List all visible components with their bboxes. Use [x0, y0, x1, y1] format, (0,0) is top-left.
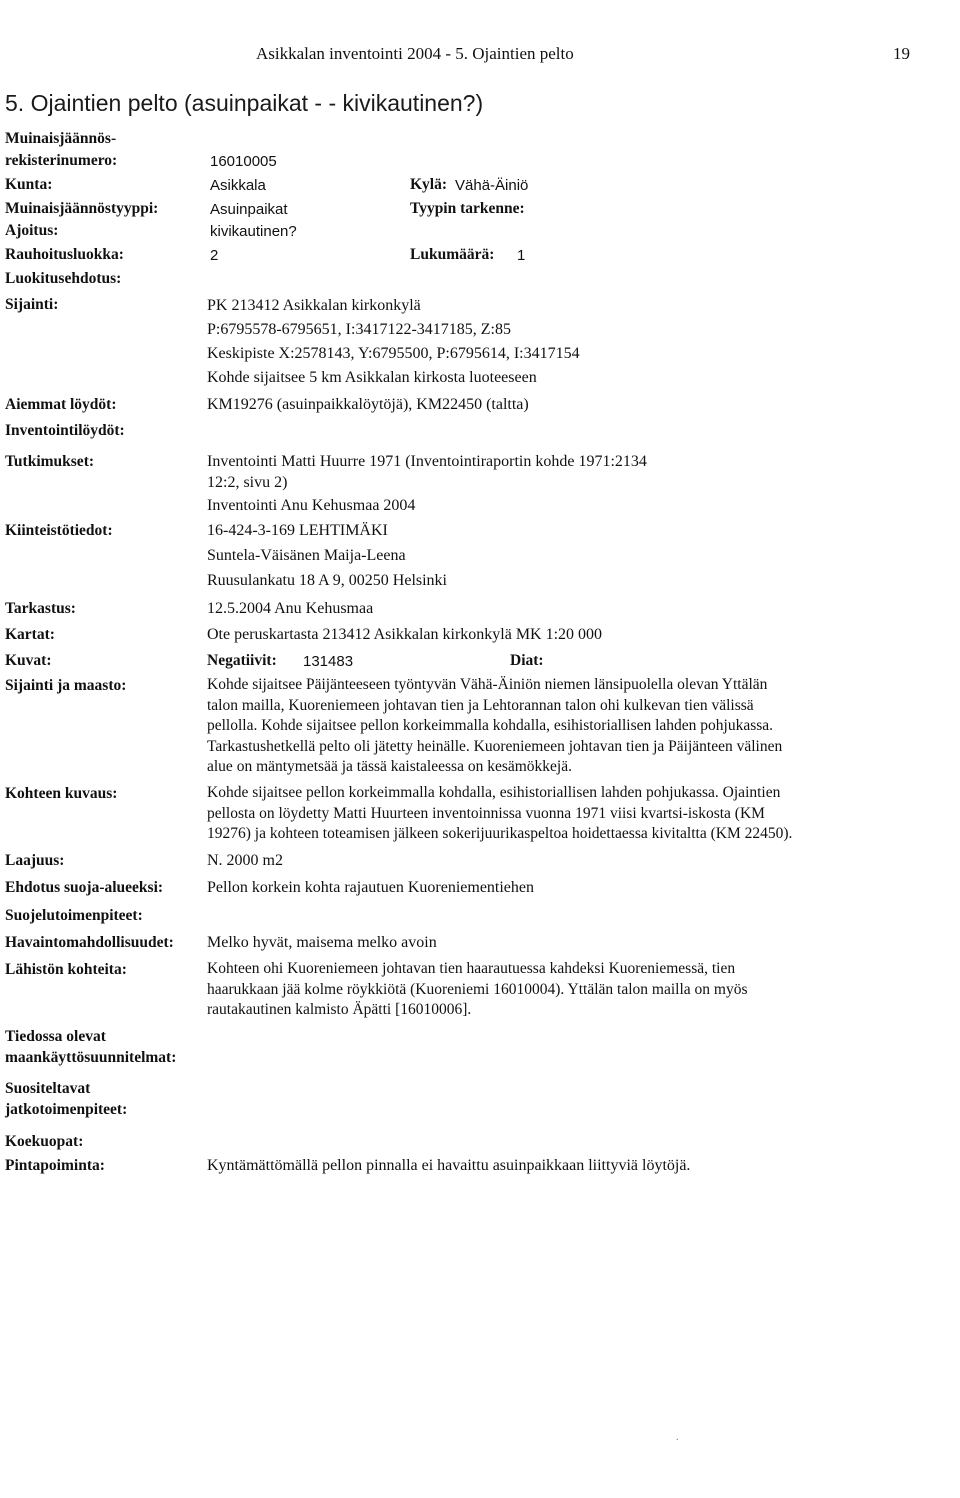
- property-info-line: Ruusulankatu 18 A 9, 00250 Helsinki: [207, 572, 447, 589]
- nearby-sites-label: Lähistön kohteita:: [5, 961, 127, 978]
- site-description-line: pellosta on löydetty Matti Huurteen inventoinnissa vuonna 1971 viisi kvartsi-iskosta (KM: [207, 804, 765, 822]
- location-line: Kohde sijaitsee 5 km Asikkalan kirkosta luoteeseen: [207, 369, 537, 386]
- protection-class-label: Rauhoitusluokka:: [5, 246, 124, 263]
- village-label: Kylä:: [410, 176, 448, 193]
- research-line: Inventointi Matti Huurre 1971 (Inventointiraportin kohde 1971:2134: [207, 453, 647, 470]
- surface-collection-value: Kyntämättömällä pellon pinnalla ei havaittu asuinpaikkaan liittyviä löytöjä.: [207, 1157, 691, 1174]
- negatives-label: Negatiivit:: [207, 652, 277, 669]
- inventory-finds-label: Inventointilöydöt:: [5, 422, 125, 439]
- count-label: Lukumäärä:: [410, 246, 495, 263]
- location-terrain-line: Kohde sijaitsee Päijänteeseen työntyvän Vähä-Äiniön niemen länsipuolella olevan Yttälän: [207, 676, 768, 693]
- nearby-sites-line: haarukkaan jää kolme röykkiötä (Kuoreniemi 16010004). Yttälän talon mailla on myös: [207, 980, 748, 998]
- protection-area-proposal-value: Pellon korkein kohta rajautuen Kuoreniementiehen: [207, 879, 535, 896]
- classification-proposal-label: Luokitusehdotus:: [5, 270, 122, 287]
- municipality-value: Asikkala: [210, 177, 266, 194]
- site-type-value: Asuinpaikat: [210, 201, 288, 218]
- protection-measures-label: Suojelutoimenpiteet:: [5, 907, 143, 924]
- negatives-value: 131483: [303, 653, 354, 670]
- location-line: Keskipiste X:2578143, Y:6795500, P:6795614, I:3417154: [207, 345, 580, 362]
- site-description-label: Kohteen kuvaus:: [5, 785, 118, 802]
- extent-label: Laajuus:: [5, 852, 65, 869]
- scan-mark: .: [676, 1432, 679, 1443]
- protection-area-proposal-label: Ehdotus suoja-alueeksi:: [5, 879, 164, 896]
- dating-value: kivikautinen?: [210, 223, 297, 240]
- site-type-label: Muinaisjäännöstyyppi:: [5, 200, 159, 217]
- property-info-line: 16-424-3-169 LEHTIMÄKI: [207, 522, 388, 539]
- count-value: 1: [517, 247, 526, 264]
- dating-label: Ajoitus:: [5, 222, 59, 239]
- location-terrain-line: alue on mäntymetsää ja tässä kaistaleessa on kesämökkejä.: [207, 758, 572, 775]
- nearby-sites-line: rautakautinen kalmisto Äpätti [16010006].: [207, 1001, 472, 1018]
- surface-collection-label: Pintapoiminta:: [5, 1157, 105, 1174]
- nearby-sites-text: [207, 959, 952, 1021]
- further-actions-label-line1: Suositeltavat: [5, 1080, 91, 1097]
- location-line: PK 213412 Asikkalan kirkonkylä: [207, 297, 421, 314]
- section-heading: 5. Ojaintien pelto (asuinpaikat - - kivikautinen?): [5, 90, 484, 116]
- maps-label: Kartat:: [5, 626, 55, 643]
- type-specifier-label: Tyypin tarkenne:: [410, 200, 525, 217]
- previous-finds-value: KM19276 (asuinpaikkalöytöjä), KM22450 (taltta): [207, 396, 529, 413]
- nearby-sites-line: Kohteen ohi Kuoreniemeen johtavan tien haarautuessa kahdeksi Kuoreniemessä, tien: [207, 960, 736, 977]
- location-terrain-line: Tarkastushetkellä pelto oli jätetty heinälle. Kuoreniemeen johtavan tien ja Päijänteen välinen: [207, 737, 783, 755]
- register-number-value: 16010005: [210, 153, 277, 170]
- location-terrain-label: Sijainti ja maasto:: [5, 677, 127, 694]
- land-use-plans-label-line1: Tiedossa olevat: [5, 1028, 106, 1045]
- location-terrain-line: pellolla. Kohde sijaitsee pellon korkeimmalla kohdalla, esihistoriallisen lahden pohjukassa.: [207, 717, 774, 734]
- slides-label: Diat:: [510, 652, 544, 669]
- village-value: Vähä-Äiniö: [455, 177, 529, 194]
- property-info-label: Kiinteistötiedot:: [5, 522, 113, 539]
- location-terrain-text: [207, 675, 952, 778]
- inspection-label: Tarkastus:: [5, 600, 76, 617]
- register-number-label-line1: Muinaisjäännös-: [5, 130, 117, 147]
- further-actions-label-line2: jatkotoimenpiteet:: [5, 1101, 128, 1118]
- maps-value: Ote peruskartasta 213412 Asikkalan kirkonkylä MK 1:20 000: [207, 626, 603, 643]
- photos-label: Kuvat:: [5, 652, 52, 669]
- site-description-line: 19276) ja kohteen toteamisen jälkeen sokerijuurikaspeltoa hoidettaessa kivitaltta (KM 22450).: [207, 825, 793, 842]
- observation-possibilities-value: Melko hyvät, maisema melko avoin: [207, 934, 437, 951]
- research-line: 12:2, sivu 2): [207, 474, 288, 491]
- research-label: Tutkimukset:: [5, 453, 95, 470]
- extent-value: N. 2000 m2: [207, 852, 283, 869]
- previous-finds-label: Aiemmat löydöt:: [5, 396, 117, 413]
- location-line: P:6795578-6795651, I:3417122-3417185, Z:85: [207, 321, 511, 338]
- test-pits-label: Koekuopat:: [5, 1133, 84, 1150]
- inspection-value: 12.5.2004 Anu Kehusmaa: [207, 600, 374, 617]
- land-use-plans-label-line2: maankäyttösuunnitelmat:: [5, 1049, 177, 1066]
- location-terrain-line: talon mailla, Kuoreniemeen johtavan tien ja Lehtorannan talon ohi kulkevan tien välissä: [207, 696, 754, 714]
- register-number-label-line2: rekisterinumero:: [5, 152, 118, 169]
- property-info-line: Suntela-Väisänen Maija-Leena: [207, 547, 406, 564]
- location-label: Sijainti:: [5, 296, 59, 313]
- observation-possibilities-label: Havaintomahdollisuudet:: [5, 934, 174, 951]
- municipality-label: Kunta:: [5, 176, 53, 193]
- page-number: 19: [893, 44, 910, 63]
- site-description-text: [207, 783, 952, 845]
- protection-class-value: 2: [210, 247, 219, 264]
- research-line: Inventointi Anu Kehusmaa 2004: [207, 497, 416, 514]
- page-header-title: Asikkalan inventointi 2004 - 5. Ojaintien pelto: [256, 44, 574, 63]
- site-description-line: Kohde sijaitsee pellon korkeimmalla kohdalla, esihistoriallisen lahden pohjukassa. Ojaintien: [207, 784, 781, 801]
